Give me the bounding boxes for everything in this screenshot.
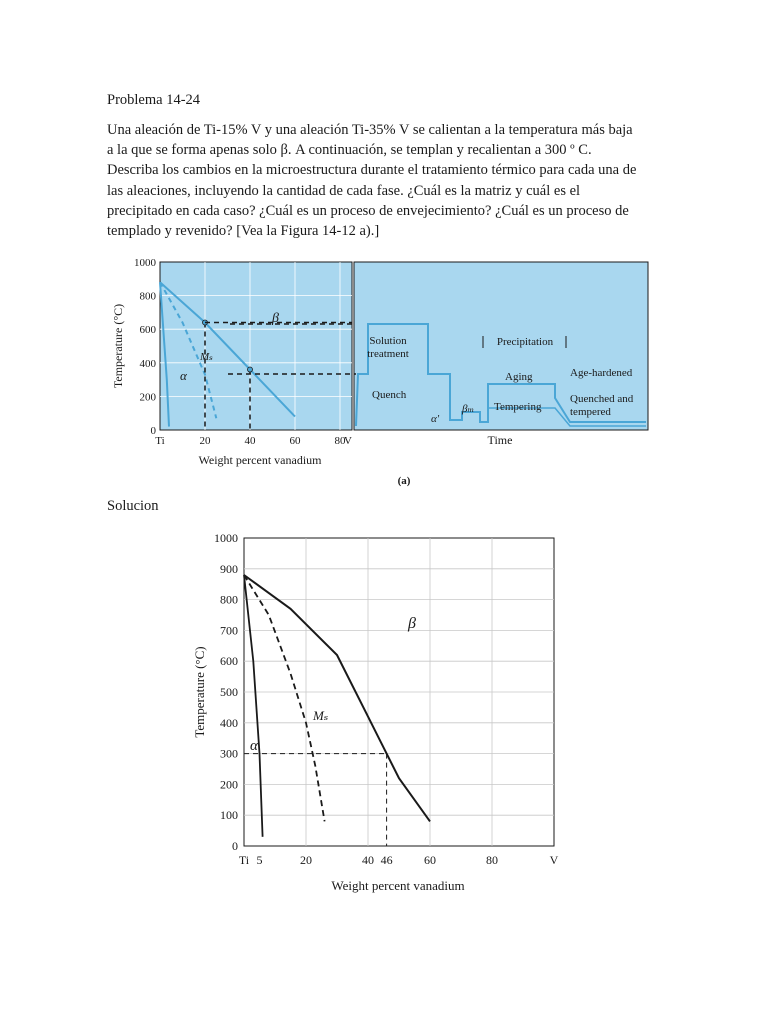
fig-a-ytick-label: 800 — [139, 290, 156, 303]
fig-a-xtick-label: 80 — [334, 435, 346, 447]
fig-a-caption: (a) — [397, 475, 411, 487]
problem-line: precipitado en cada caso? ¿Cuál es un proceso de envejecimiento? ¿Cuál es un proceso de — [107, 202, 629, 219]
fig-b-ytick-label: 300 — [220, 746, 238, 761]
fig-b-xtick-label: 60 — [424, 853, 436, 867]
fig-a-ytick-label: 1000 — [134, 257, 156, 269]
figure-a — [100, 250, 660, 490]
solution-heading: Solucion — [107, 498, 159, 514]
fig-a-ms-label: Mₛ — [200, 351, 213, 363]
fig-b-beta-label: β — [408, 615, 416, 632]
fig-b-xtick-label: 20 — [300, 853, 312, 867]
fig-a-beta-m-label: βₘ — [462, 403, 475, 415]
fig-b-xtick-label: 46 — [380, 853, 393, 867]
fig-a-xtick-label: V — [344, 435, 352, 447]
fig-a-xtick-label: 60 — [289, 435, 301, 447]
problem-statement — [107, 120, 667, 241]
fig-b-ytick-label: 900 — [220, 561, 238, 576]
fig-a-ytick-label: 600 — [139, 324, 156, 337]
fig-b-xlabel: Weight percent vanadium — [331, 878, 465, 893]
fig-b-ytick-label: 200 — [220, 777, 238, 792]
fig-a-ylabel: Temperature (°C) — [111, 303, 125, 389]
fig-b-ylabel: Temperature (°C) — [192, 646, 207, 738]
problem-line: las aleaciones, incluyendo la cantidad de cada fase. ¿Cuál es la matriz y cuál es el — [107, 182, 581, 199]
problem-line: Describa los cambios en la microestructura durante el tratamiento térmico para cada una de — [107, 162, 637, 179]
fig-b-xtick-label: 5 — [256, 853, 263, 867]
fig-b-alpha-label: α — [250, 738, 258, 754]
fig-a-left-panel — [160, 262, 352, 430]
fig-b-ms-label: Mₛ — [313, 708, 329, 723]
fig-b-ytick-label: 1000 — [214, 531, 238, 545]
fig-a-ytick-label: 400 — [139, 357, 156, 370]
fig-a-age-hardened-label: Age-hardened — [570, 367, 633, 379]
fig-a-treatment-label: treatment — [367, 348, 409, 360]
fig-b-xtick-label: 40 — [362, 853, 374, 867]
fig-a-ref-point — [248, 367, 253, 372]
fig-a-quench-label: Quench — [372, 389, 407, 401]
problem-line: Una aleación de Ti-15% V y una aleación Ti-35% V se calientan a la temperatura más baja — [107, 122, 633, 138]
fig-a-xtick-label: 40 — [244, 435, 256, 447]
fig-a-ytick-label: 0 — [150, 425, 156, 437]
fig-b-ytick-label: 0 — [232, 839, 238, 853]
fig-b-ytick-label: 400 — [220, 715, 238, 730]
problem-line: a la que se forma apenas solo β. A continuación, se templan y recalientan a 300 º C. — [107, 142, 592, 159]
fig-a-xtick-label: 20 — [199, 435, 211, 447]
fig-a-xtick-label: Ti — [155, 435, 165, 447]
fig-a-beta-label: β — [272, 311, 279, 326]
fig-a-solution-label: Solution — [369, 335, 407, 347]
fig-a-aging-label: Aging — [505, 371, 533, 383]
fig-b-ytick-label: 500 — [220, 685, 238, 699]
figure-b — [180, 528, 580, 898]
fig-a-time-xlabel: Time — [487, 433, 513, 447]
fig-b-xtick-label: Ti — [238, 853, 250, 867]
fig-a-alpha-prime-label: α' — [431, 413, 440, 425]
fig-a-quenched-and-label: Quenched and — [570, 393, 634, 405]
fig-a-xlabel: Weight percent vanadium — [198, 453, 322, 467]
problem-title: Problema 14-24 — [107, 92, 201, 108]
fig-a-ytick-label: 200 — [139, 391, 156, 404]
fig-b-ytick-label: 700 — [220, 623, 238, 638]
fig-b-xtick-label: V — [549, 853, 559, 867]
fig-b-xtick-label: 80 — [486, 853, 498, 867]
fig-a-alpha-label: α — [180, 368, 187, 383]
fig-a-tempered-label: tempered — [570, 406, 611, 418]
problem-line: templado y revenido? [Vea la Figura 14-12 a).] — [107, 223, 380, 240]
fig-b-ytick-label: 600 — [220, 654, 238, 669]
fig-b-ytick-label: 100 — [220, 808, 238, 823]
fig-a-tempering-label: Tempering — [494, 401, 542, 413]
fig-b-ytick-label: 800 — [220, 592, 238, 607]
fig-a-precipitation-label: Precipitation — [496, 336, 554, 348]
